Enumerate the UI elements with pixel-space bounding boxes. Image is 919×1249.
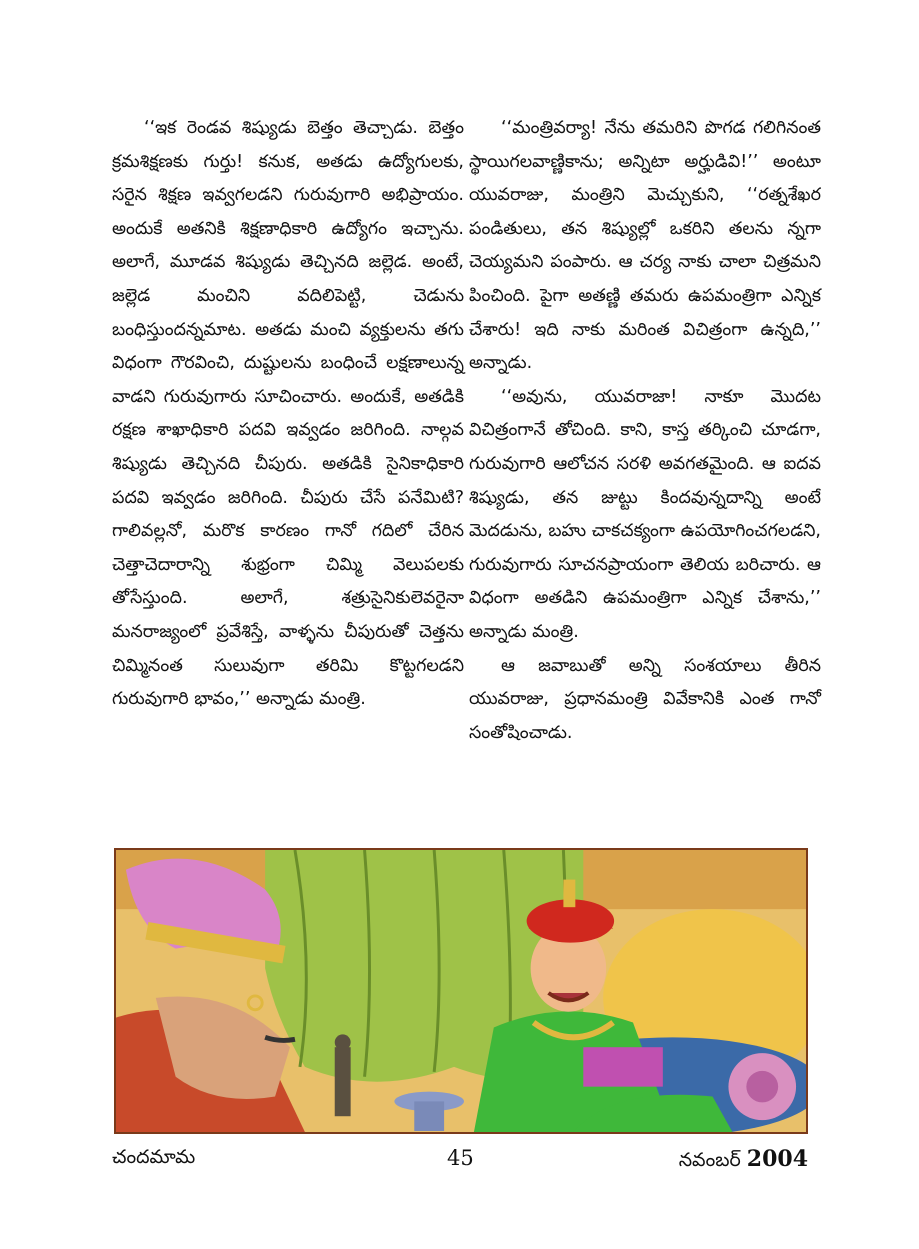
issue-year: 2004 [746,1146,808,1172]
paragraph: ‘‘అవును, యువరాజా! నాకూ మొదట విచిత్రంగానే తోచింది. కాని, కాస్త తర్కించి చూడగా, గురువుగారి ఆలోచన సరళి అవగతమైంది. ఆ ఐదవ శిష్యుడు, తన జుట్టు కిందవున్నదాన్ని అంటే మెదడును, బహు చాకచక్యంగా ఉపయోగించగలడని, గురువుగారు సూచనప్రాయంగా తెలియ బరిచారు. ఆ విధంగా అతడిని ఉపమంత్రిగా ఎన్నిక చేశాను,’’ అన్నాడు మంత్రి. [469,386,821,642]
issue-date [679,1146,808,1176]
illustration-art [116,850,806,1132]
story-illustration [114,848,808,1134]
paragraph: ‘‘ఇక రెండవ శిష్యుడు బెత్తం తెచ్చాడు. బెత్తం క్రమశిక్షణకు గుర్తు! కనుక, అతడు ఉద్యోగులకు, సరైన శిక్షణ ఇవ్వగలడని గురువుగారి అభిప్రాయం. అందుకే అతనికి శిక్షణాధికారి ఉద్యోగం ఇచ్చాను. అలాగే, మూడవ శిష్యుడు తెచ్చినది జల్లెడ. అంటే, జల్లెడ మంచిని వదిలిపెట్టి, చెడును బంధిస్తుందన్నమాట. అతడు మంచి వ్యక్తులను తగు విధంగా గౌరవించి, దుష్టులను బంధించే లక్షణాలున్న వాడని గురువుగారు సూచించారు. అందుకే, అతడికి రక్షణ శాఖాధికారి పదవి ఇవ్వడం జరిగింది. నాల్గవ శిష్యుడు తెచ్చినది చీపురు. అతడికి సైనికాధికారి పదవి ఇవ్వడం జరిగింది. చీపురు చేసే పనేమిటి? గాలివల్లనో, మరొక కారణం గానో గదిలో చేరిన చెత్తాచెదారాన్ని శుభ్రంగా చిమ్మి వెలుపలకు తోసేస్తుంది. అలాగే, శత్రుసైనికులెవరైనా మనరాజ్యంలో ప్రవేశిస్తే, వాళ్ళను చీపురుతో చెత్తను చిమ్మినంత సులువుగా తరిమి కొట్టగలడని గురువుగారి భావం,’’ అన్నాడు మంత్రి. [112,118,464,710]
issue-month: నవంబర్ [678,1149,741,1171]
magazine-name: చందమామ [112,1146,196,1168]
page-number: 45 [447,1146,474,1170]
right-column [469,112,821,750]
paragraph: ఆ జవాబుతో అన్ని సంశయాలు తీరిన యువరాజు, ప్రధానమంత్రి వివేకానికి ఎంత గానో సంతోషించాడు. [469,655,821,743]
left-column [112,112,464,717]
paragraph: ‘‘మంత్రివర్యా! నేను తమరిని పొగడ గలిగినంత స్థాయిగలవాణ్ణికాను; అన్నిటా అర్హుడివి!’’ అంటూ యువరాజు, మంత్రిని మెచ్చుకుని, ‘‘రత్నశేఖర పండితులు, తన శిష్యుల్లో ఒకరిని తలను న్నగా చెయ్యమని పంపారు. ఆ చర్య నాకు చాలా చిత్రమని పించింది. పైగా అతణ్ణి తమరు ఉపమంత్రిగా ఎన్నిక చేశారు! ఇది నాకు మరింత విచిత్రంగా ఉన్నది,’’ అన్నాడు. [469,118,821,374]
page-footer [112,1142,808,1182]
